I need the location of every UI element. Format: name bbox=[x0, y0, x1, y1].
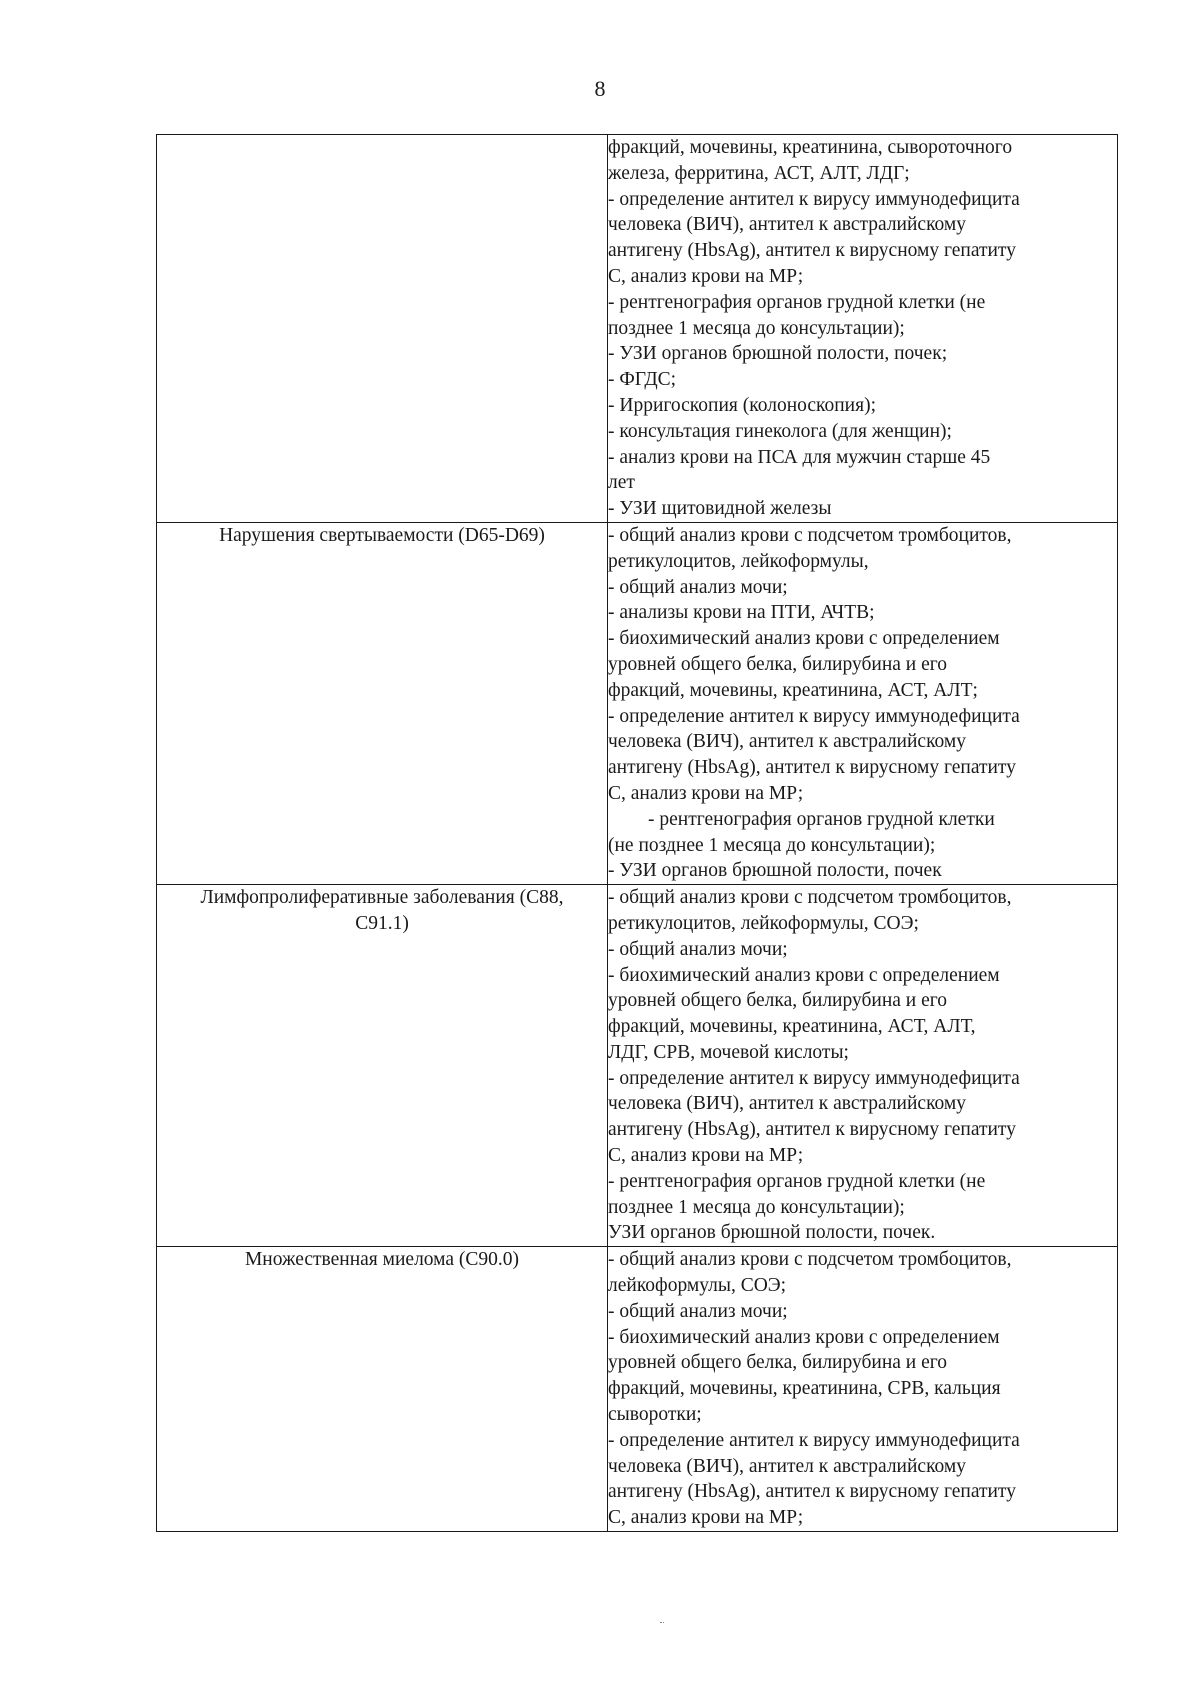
examination-line: железа, ферритина, АСТ, АЛТ, ЛДГ; bbox=[608, 162, 910, 184]
examination-line: - анализы крови на ПТИ, АЧТВ; bbox=[608, 602, 875, 624]
examination-line: антигену (HbsAg), антител к вирусному гепатиту bbox=[608, 240, 1016, 262]
examination-line: С, анализ крови на МР; bbox=[608, 1145, 804, 1167]
table-row bbox=[157, 135, 1118, 523]
condition-cell bbox=[157, 135, 608, 523]
examination-line: человека (ВИЧ), антител к австралийскому bbox=[608, 731, 967, 753]
examination-line: - рентгенография органов грудной клетки bbox=[648, 808, 995, 830]
examination-line: уровней общего белка, билирубина и его bbox=[608, 653, 948, 675]
condition-name: Лимфопролиферативные заболевания (С88, bbox=[200, 887, 564, 909]
examination-line: С, анализ крови на МР; bbox=[608, 1507, 804, 1529]
examination-line: лет bbox=[608, 472, 635, 494]
examination-line: уровней общего белка, билирубина и его bbox=[608, 990, 948, 1012]
examination-line: - общий анализ мочи; bbox=[608, 576, 788, 598]
examination-line: сыворотки; bbox=[608, 1404, 702, 1426]
condition-name: Нарушения свертываемости (D65-D69) bbox=[219, 524, 545, 546]
examination-line: - общий анализ крови с подсчетом тромбоцитов, bbox=[608, 524, 1012, 546]
examination-line: ретикулоцитов, лейкоформулы, bbox=[608, 550, 869, 572]
examination-line: - рентгенография органов грудной клетки (не bbox=[608, 291, 986, 313]
examinations-cell bbox=[608, 522, 1118, 884]
examination-line: (не позднее 1 месяца до консультации); bbox=[608, 834, 936, 856]
table-row bbox=[157, 885, 1118, 1247]
table-body bbox=[157, 135, 1118, 1532]
examination-line: уровней общего белка, билирубина и его bbox=[608, 1352, 948, 1374]
examination-line: - биохимический анализ крови с определением bbox=[608, 628, 1000, 650]
examinations-cell bbox=[608, 885, 1118, 1247]
examination-line: - общий анализ мочи; bbox=[608, 938, 788, 960]
condition-cell bbox=[157, 885, 608, 1247]
examination-line: - биохимический анализ крови с определением bbox=[608, 1326, 1000, 1348]
examination-line: УЗИ органов брюшной полости, почек. bbox=[608, 1222, 936, 1244]
scan-speck bbox=[660, 1622, 664, 1624]
examination-line: позднее 1 месяца до консультации); bbox=[608, 317, 905, 339]
examination-line: человека (ВИЧ), антител к австралийскому bbox=[608, 1455, 967, 1477]
examination-line: - определение антител к вирусу иммунодефицита bbox=[608, 1429, 1020, 1451]
examination-line: - определение антител к вирусу иммунодефицита bbox=[608, 705, 1020, 727]
examination-line: - Ирригоскопия (колоноскопия); bbox=[608, 394, 877, 416]
examination-line: - УЗИ щитовидной железы bbox=[608, 498, 832, 520]
condition-cell bbox=[157, 1247, 608, 1532]
examination-line: фракций, мочевины, креатинина, АСТ, АЛТ, bbox=[608, 1016, 976, 1038]
examination-line: позднее 1 месяца до консультации); bbox=[608, 1196, 905, 1218]
page-number: 8 bbox=[594, 76, 606, 101]
examination-line: - анализ крови на ПСА для мужчин старше 45 bbox=[608, 446, 991, 468]
examination-line: фракций, мочевины, креатинина, АСТ, АЛТ; bbox=[608, 679, 978, 701]
table-row bbox=[157, 522, 1118, 884]
examination-line: ретикулоцитов, лейкоформулы, СОЭ; bbox=[608, 912, 919, 934]
examination-line: фракций, мочевины, креатинина, сывороточного bbox=[608, 137, 1013, 158]
examinations-cell bbox=[608, 135, 1118, 523]
examinations-cell bbox=[608, 1247, 1118, 1532]
examination-line: человека (ВИЧ), антител к австралийскому bbox=[608, 214, 967, 236]
examination-line: антигену (HbsAg), антител к вирусному гепатиту bbox=[608, 757, 1016, 779]
examination-line: - ФГДС; bbox=[608, 369, 677, 391]
examination-line: С, анализ крови на МР; bbox=[608, 782, 804, 804]
examination-line: антигену (HbsAg), антител к вирусному гепатиту bbox=[608, 1119, 1016, 1141]
examination-line: - биохимический анализ крови с определением bbox=[608, 964, 1000, 986]
examination-line: лейкоформулы, СОЭ; bbox=[608, 1275, 787, 1297]
examination-line: фракций, мочевины, креатинина, СРВ, кальция bbox=[608, 1378, 1001, 1400]
condition-name: С91.1) bbox=[355, 912, 409, 934]
examination-line: - общий анализ крови с подсчетом тромбоцитов, bbox=[608, 1249, 1012, 1271]
examination-line: - УЗИ органов брюшной полости, почек bbox=[608, 860, 942, 882]
examination-line: - УЗИ органов брюшной полости, почек; bbox=[608, 343, 948, 365]
examination-line: С, анализ крови на МР; bbox=[608, 265, 804, 287]
condition-cell bbox=[157, 522, 608, 884]
examination-line: антигену (HbsAg), антител к вирусному гепатиту bbox=[608, 1481, 1016, 1503]
examination-line: - общий анализ мочи; bbox=[608, 1300, 788, 1322]
examination-line: человека (ВИЧ), антител к австралийскому bbox=[608, 1093, 967, 1115]
diagnostics-table bbox=[156, 134, 1118, 1532]
examination-line: - определение антител к вирусу иммунодефицита bbox=[608, 188, 1020, 210]
examination-line: ЛДГ, СРВ, мочевой кислоты; bbox=[608, 1041, 849, 1063]
table-row bbox=[157, 1247, 1118, 1532]
condition-name: Множественная миелома (С90.0) bbox=[244, 1249, 520, 1271]
examination-line: - рентгенография органов грудной клетки (не bbox=[608, 1170, 986, 1192]
examination-line: - определение антител к вирусу иммунодефицита bbox=[608, 1067, 1020, 1089]
examination-line: - консультация гинеколога (для женщин); bbox=[608, 420, 952, 442]
examination-line: - общий анализ крови с подсчетом тромбоцитов, bbox=[608, 887, 1012, 909]
